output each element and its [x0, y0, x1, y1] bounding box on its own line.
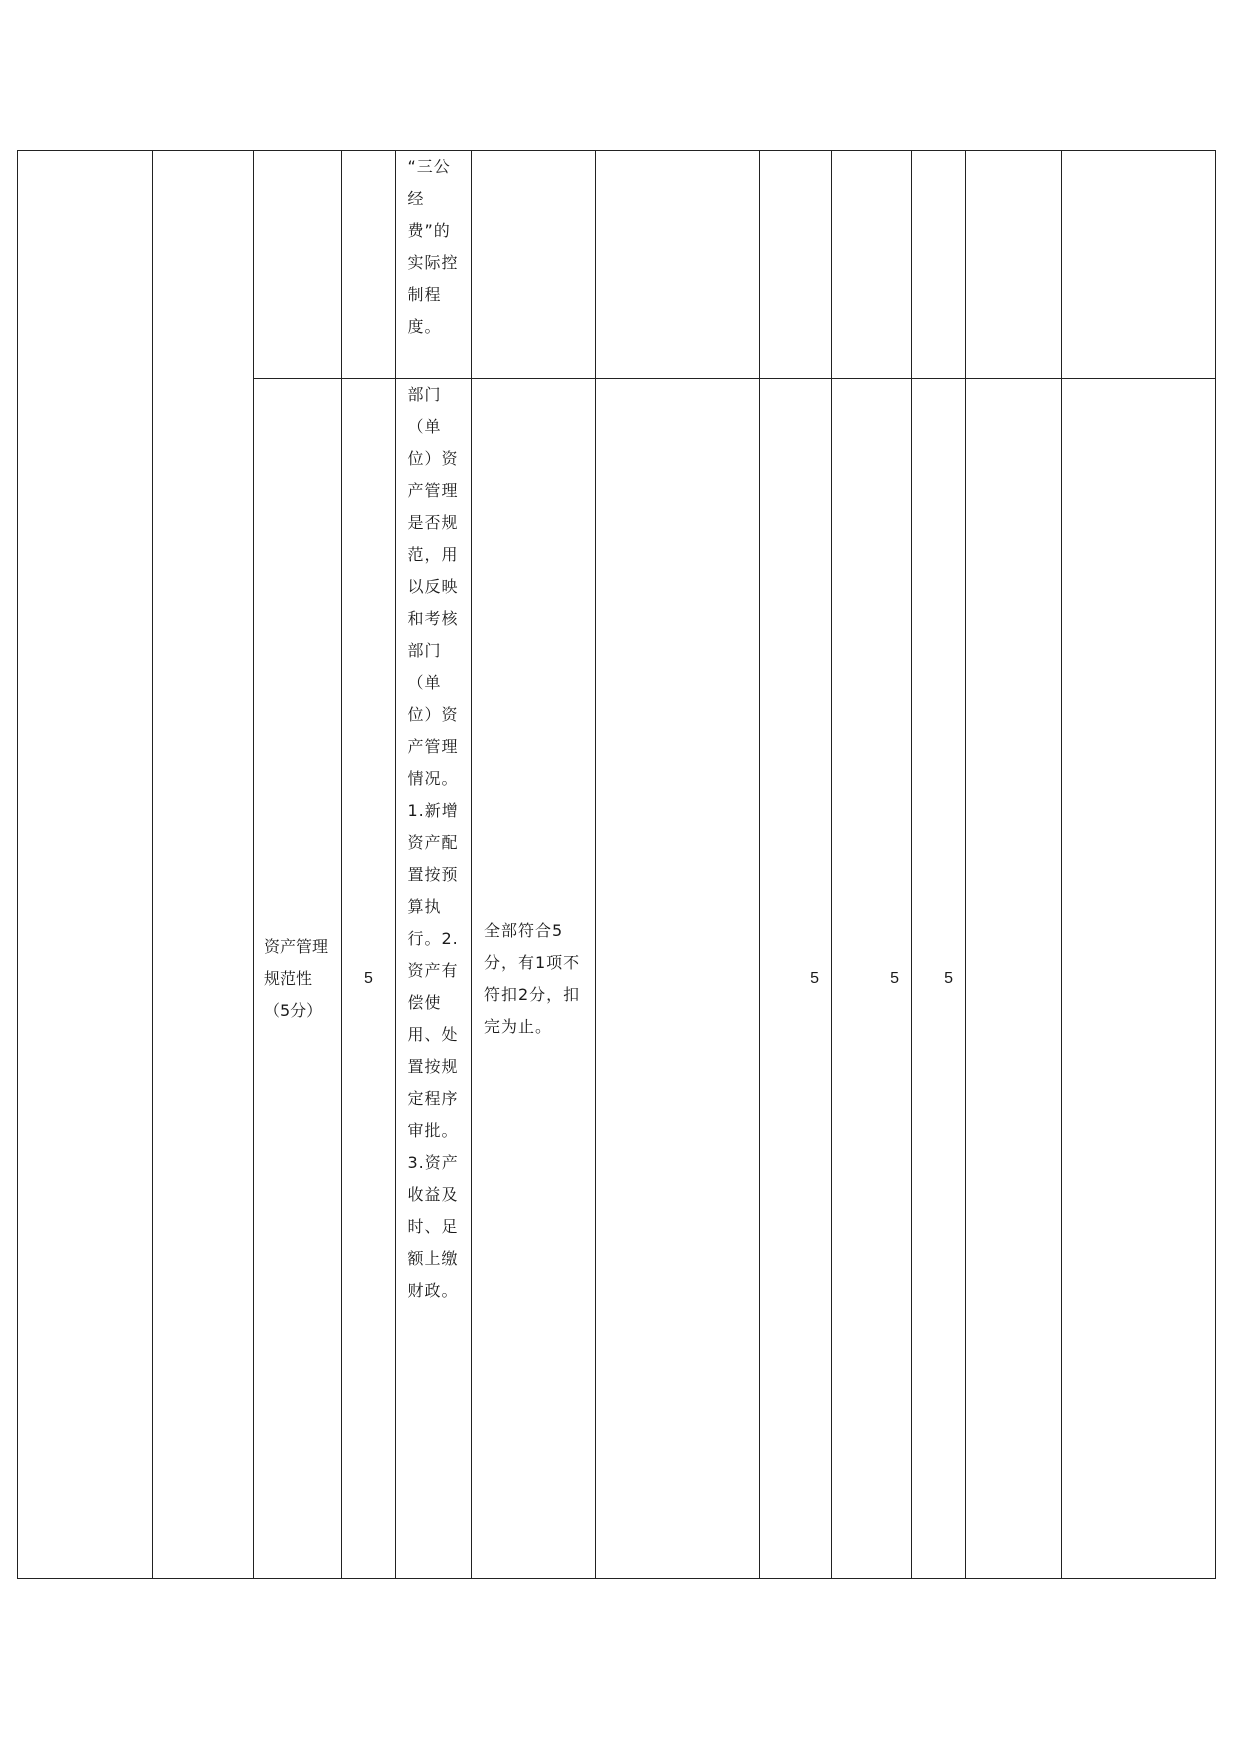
weight-cell	[342, 379, 396, 1579]
deduction-reason-cell	[966, 379, 1062, 1579]
indicator-description-cell	[396, 151, 472, 379]
table-row	[18, 151, 1216, 379]
level2-indicator-cell	[153, 151, 254, 1579]
indicator-description-cell	[396, 379, 472, 1579]
score-cell-c	[912, 379, 966, 1579]
scoring-standard-cell	[472, 379, 596, 1579]
score-value-c: 5	[944, 969, 953, 987]
score-value-a: 5	[810, 969, 819, 987]
scoring-standard-cell	[472, 151, 596, 379]
weight-value: 5	[364, 969, 373, 987]
score-cell-a	[760, 379, 832, 1579]
indicator-name: 资产管理规范性（5分）	[264, 936, 329, 1020]
scoring-standard: 全部符合5分，有1项不符扣2分，扣完为止。	[484, 920, 581, 1036]
score-cell-b	[832, 151, 912, 379]
indicator-description: “三公经费”的实际控制程度。	[407, 157, 459, 336]
indicator-description: 部门（单位）资产管理是否规范，用以反映和考核部门（单位）资产管理情况。1.新增资产配置按预算执行。2.资产有偿使用、处置按规定程序审批。3.资产收益及时、足额上缴财政。	[407, 385, 459, 1300]
remarks-cell	[1062, 151, 1216, 379]
deduction-reason-cell	[966, 151, 1062, 379]
evidence-cell	[596, 151, 760, 379]
weight-cell	[342, 151, 396, 379]
score-value-b: 5	[890, 969, 899, 987]
level3-indicator-cell	[254, 151, 342, 379]
score-cell-b	[832, 379, 912, 1579]
level3-indicator-cell	[254, 379, 342, 1579]
level1-indicator-cell	[18, 151, 153, 1579]
score-cell-c	[912, 151, 966, 379]
remarks-cell	[1062, 379, 1216, 1579]
evaluation-table	[17, 150, 1216, 1579]
evidence-cell	[596, 379, 760, 1579]
score-cell-a	[760, 151, 832, 379]
